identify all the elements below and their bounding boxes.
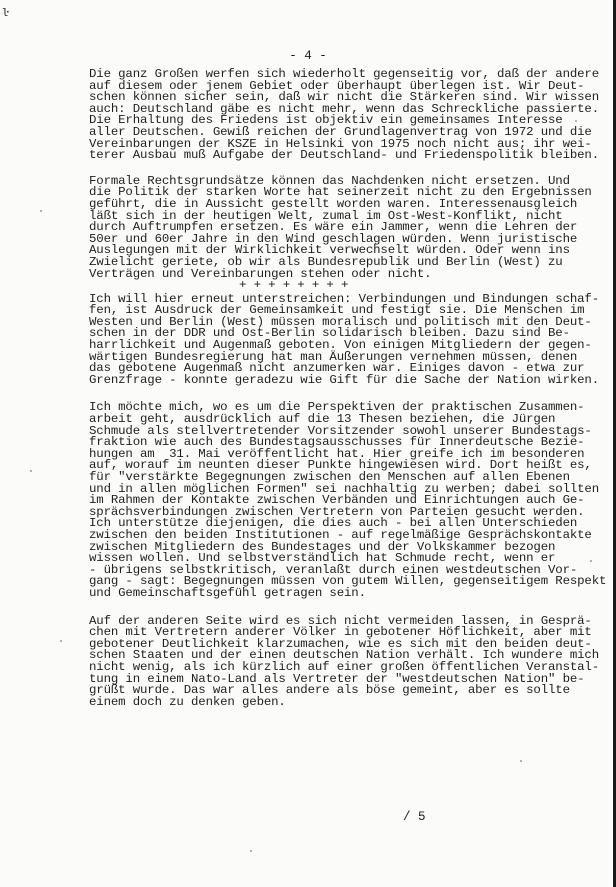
paragraph-5 [89,613,609,709]
text-line: und Gemeinschaftsgefühl getragen sein. [89,585,366,600]
text-line: fraktion wie auch des Bundestagsausschusses für Innerdeutsche Bezie- [89,435,585,450]
text-line: zwischen Mitgliedern des Bundestages und der Volkskammer bezogen [89,539,556,554]
scan-speck [520,760,522,762]
text-line: zwischen den beiden Institutionen - auf regelmäßige Gesprächskontakte [89,527,592,542]
text-line: tung in einem Nato-Land als Vertreter der "westdeutschen Nation" be- [89,671,585,686]
text-line: aller Deutschen. Gewiß reichen der Grundlagenvertrag von 1972 und die [89,124,592,139]
text-line: Westen und Berlin (West) müssen moralisch und politisch mit den Deut- [89,314,592,329]
edge-mark: ŀ [2,6,9,19]
section-separator: + + + + + + + + [239,278,349,293]
text-line: schen Staaten und der einen deutschen Nation verhält. Ich wundere mich [89,648,599,663]
paragraph-3 [89,291,609,387]
text-line: für "verstärkte Begegnungen zwischen den Menschen auf allen Ebenen [89,470,570,484]
text-line: läßt sich in der heutigen Welt, zumal im Ost-West-Konflikt, nicht [89,208,563,223]
text-line: auf diesem oder jenem Gebiet oder überhaupt überlegen ist. Wir Deut- [89,78,585,93]
scan-speck [250,850,252,852]
text-line: sprächsverbindungen zwischen Vertretern von Parteien gesucht werden. [89,504,585,519]
text-line: einem doch zu denken geben. [89,694,286,709]
text-line: hungen am 31. Mai veröffentlicht hat. Hier greife ich im besonderen [89,446,585,461]
text-line: Die Erhaltung des Friedens ist objektiv ein gemeinsames Interesse [89,113,563,128]
paragraph-1 [89,69,609,162]
text-line: harrlichkeit und Augenmaß geboten. Von einigen Mitgliedern der gegen- [89,338,592,353]
text-line: Grenzfrage - konnte geradezu wie Gift für die Sache der Nation wirken. [89,372,599,387]
text-line: fen, ist Ausdruck der Gemeinsamkeit und festigt sie. Die Menschen im [89,303,585,318]
text-line: schen in der DDR und Ost-Berlin solidarisch bleiben. Dazu sind Be- [89,326,570,341]
text-line: Vereinbarungen der KSZE in Helsinki von 1975 noch nicht aus; ihr wei- [89,136,592,151]
text-line: Ich unterstütze diejenigen, die dies auch - bei allen Unterschieden [89,516,578,531]
text-line: durch Auftrumpfen ersetzen. Es wäre ein Jammer, wenn die Lehren der [89,220,578,235]
text-line: auch: Deutschland gäbe es nicht mehr, wenn das Schreckliche passierte. [89,101,599,116]
text-line: die Politik der starken Worte hat seinerzeit nicht zu den Ergebnissen [89,185,592,200]
text-line: gebotener Deutlichkeit klarzumachen, wie es sich mit den beiden deut- [89,636,592,651]
text-line: auf, worauf im neunten dieser Punkte hingewiesen wird. Dort heißt es, [89,458,592,473]
text-line: im Rahmen der Kontakte zwischen Verbänden und Einrichtungen auch Ge- [89,493,585,508]
text-line: Ich möchte mich, wo es um die Perspektiven der praktischen Zusammen- [89,400,585,415]
text-line: Auslegungen mit der Wirklichkeit verwechselt würden. Oder wenn ins [89,243,570,258]
page-number: - 4 - [289,49,327,63]
text-line: Ich will hier erneut unterstreichen: Verbindungen und Bindungen schaf- [89,291,599,306]
scan-speck [30,470,32,472]
text-line: schen können sicher sein, daß wir nicht die Stärkeren sind. Wir wissen [89,90,599,105]
scan-speck [590,560,592,562]
text-line: Auf der anderen Seite wird es sich nicht vermeiden lassen, in Gesprä- [89,613,592,628]
text-line: Zwielicht geriete, ob wir als Bundesrepublik und Berlin (West) zu [89,254,563,269]
text-line: wärtigen Bundesregierung hat man Äußerungen vernehmen müssen, denen [89,349,578,364]
body-text [89,69,609,708]
text-line: 50er und 60er Jahre in den Wind geschlagen würden. Wenn juristische [89,231,578,246]
text-line: chen mit Vertretern anderer Völker in gebotener Höflichkeit, aber mit [89,625,592,640]
text-line: terer Ausbau muß Aufgabe der Deutschland- und Friedenspolitik bleiben. [89,148,599,163]
text-line: geführt, die in Aussicht gestellt worden waren. Interessenausgleich [89,196,578,211]
text-line: - übrigens selbstkritisch, veranlaßt durch einen westdeutschen Vor- [89,562,578,577]
text-line: arbeit geht, ausdrücklich auf die 13 Thesen beziehen, die Jürgen [89,412,556,427]
paragraph-4 [89,402,609,599]
text-line: das gebotene Augenmaß nicht anzumerken war. Einiges davon - etwa zur [89,361,585,376]
scan-speck [575,120,577,122]
text-line: Die ganz Großen werfen sich wiederholt gegenseitig vor, daß der andere [89,67,599,81]
scan-speck [40,210,42,212]
continuation-marker: / 5 [403,810,426,824]
text-line: grüßt wurde. Das war alles andere als böse gemeint, aber es sollte [89,683,570,698]
paragraph-2 [89,173,609,281]
text-line: gang - sagt: Begegnungen müssen von gutem Willen, gegenseitigem Respekt [89,574,607,589]
text-line: Schmude als stellvertretender Vorsitzender sowohl unserer Bundestags- [89,423,592,438]
text-line: Formale Rechtsgrundsätze können das Nachdenken nicht ersetzen. Und [89,173,570,188]
text-line: wissen wollen. Und selbstverständlich hat Schmude recht, wenn er [89,551,556,566]
scan-speck [60,640,62,642]
text-line: und in allen möglichen Formen" sei nachhaltig zu werben; dabei sollten [89,481,599,496]
text-line: Verträgen und Vereinbarungen stehen oder nicht. [89,266,432,281]
text-line: nicht wenig, als ich kürzlich auf einer großen öffentlichen Veranstal- [89,659,599,674]
